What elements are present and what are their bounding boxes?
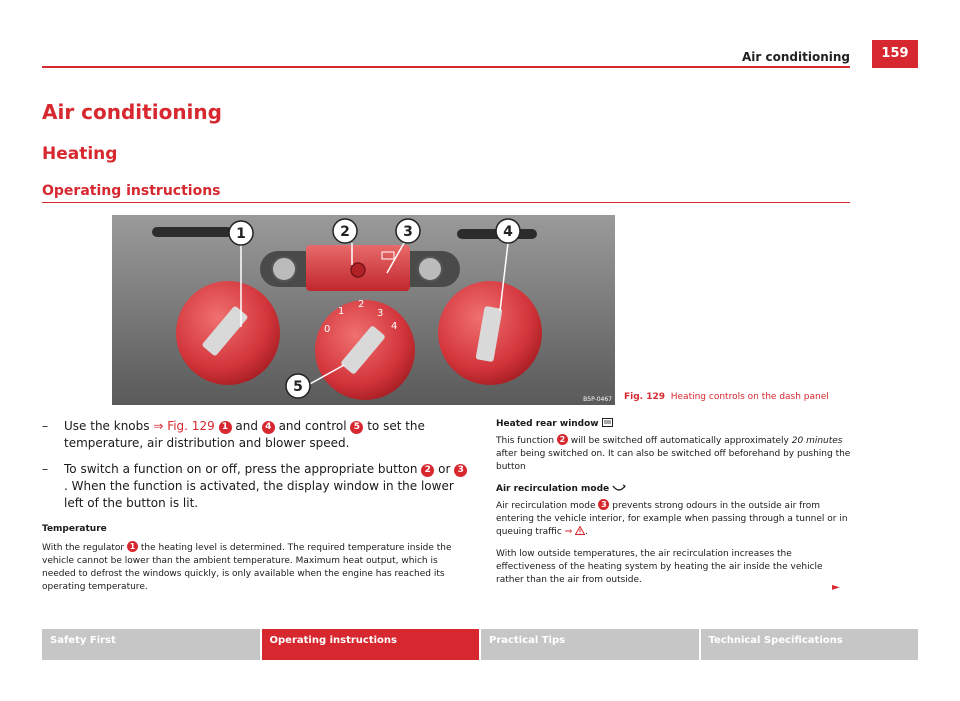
subsection-title: Operating instructions <box>42 183 221 199</box>
instruction-bullet <box>42 418 470 452</box>
paragraph-text: prevents strong odours in the outside air from entering the vehicle interior, for example when passing through a tunnel or in queuing traffic <box>496 501 848 537</box>
temperature-heading: Temperature <box>42 524 107 534</box>
heading-text: Air recirculation mode <box>496 484 610 494</box>
page-number: 159 <box>872 40 918 68</box>
figure-code: B5P-0467 <box>583 396 612 403</box>
bullet-text: or <box>434 462 455 476</box>
continue-arrow-icon: ► <box>832 582 840 593</box>
callout-ref-5: 5 <box>350 421 363 434</box>
chapter-title: Air conditioning <box>42 100 222 124</box>
callout-ref-4: 4 <box>262 421 275 434</box>
paragraph-text: the heating level is determined. The required temperature inside the vehicle cannot be lower than the ambient temperature. Maximum heat output, which is needed to defrost the windows quickly, is only available when the engine has reached its operating temperature. <box>42 543 452 592</box>
dial-mark-2: 2 <box>358 299 365 310</box>
subsection-rule <box>42 202 850 203</box>
low-temperature-paragraph: With low outside temperatures, the air recirculation increases the effectiveness of the heating system by heating the air inside the vehicle rather than the air from outside. <box>496 549 823 585</box>
figure-caption-label: Fig. 129 <box>624 392 666 402</box>
bullet-text: and control <box>274 419 351 433</box>
bullet-text: To switch a function on or off, press the appropriate button <box>64 462 422 476</box>
running-header-section: Air conditioning <box>742 50 850 64</box>
dial-mark-3: 3 <box>377 308 384 319</box>
figure-caption <box>624 392 829 402</box>
callout-4: 4 <box>503 224 513 240</box>
callout-3: 3 <box>403 224 413 240</box>
footer-nav <box>42 629 918 660</box>
duration-text: 20 minutes <box>791 436 843 446</box>
callout-ref-3: 3 <box>598 499 609 510</box>
callout-ref-2: 2 <box>557 434 568 445</box>
callout-ref-3: 3 <box>454 464 467 477</box>
callout-2: 2 <box>340 224 350 240</box>
footer-tab-technical-specifications[interactable]: Technical Specifications <box>701 629 919 660</box>
right-column <box>496 418 852 596</box>
footer-tab-operating-instructions[interactable]: Operating instructions <box>262 629 480 660</box>
paragraph-text: This function <box>496 436 557 446</box>
temperature-paragraph <box>42 541 470 594</box>
rear-window-heading <box>496 418 852 431</box>
bullet-text: and <box>231 419 262 433</box>
heading-text: Heated rear window <box>496 419 599 429</box>
dial-mark-0: 0 <box>324 324 331 335</box>
paragraph-text: With the regulator <box>42 543 127 553</box>
footer-tab-safety-first[interactable]: Safety First <box>42 629 260 660</box>
bullet-dash: – <box>42 462 48 476</box>
paragraph-text: will be switched off automatically approximately <box>567 436 792 446</box>
recirc-paragraph <box>496 499 852 539</box>
footer-tab-practical-tips[interactable]: Practical Tips <box>481 629 699 660</box>
paragraph-text: . <box>585 527 588 537</box>
figure-caption-text: Heating controls on the dash panel <box>670 392 829 402</box>
rear-window-paragraph <box>496 434 852 474</box>
dial-mark-1: 1 <box>338 306 345 317</box>
bullet-text: to set the temperature, air distribution and blower speed. <box>64 419 425 450</box>
callout-1: 1 <box>236 226 246 242</box>
section-title: Heating <box>42 144 118 164</box>
paragraph-text: Air recirculation mode <box>496 501 599 511</box>
warning-triangle-icon <box>575 526 585 535</box>
dash-panel-illustration <box>112 215 615 405</box>
recirc-heading <box>496 483 852 496</box>
dial-mark-4: 4 <box>391 321 398 332</box>
callout-ref-1: 1 <box>127 541 138 552</box>
header-rule <box>42 66 850 68</box>
left-column <box>42 418 470 602</box>
instruction-bullet <box>42 461 470 512</box>
paragraph-text: after being switched on. It can also be switched off beforehand by pushing the button <box>496 449 851 472</box>
heating-controls-figure <box>112 215 615 405</box>
bullet-dash: – <box>42 419 48 433</box>
bullet-text: . When the function is activated, the display window in the lower left of the button is lit. <box>64 479 454 510</box>
callout-ref-2: 2 <box>421 464 434 477</box>
rear-window-heater-icon <box>602 418 613 427</box>
bullet-text: Use the knobs <box>64 419 154 433</box>
recirculation-icon <box>612 484 626 492</box>
callout-ref-1: 1 <box>219 421 232 434</box>
callout-5: 5 <box>293 379 303 395</box>
warning-reference-link[interactable]: ⇒ <box>564 527 573 537</box>
figure-reference-link[interactable]: ⇒ Fig. 129 <box>153 419 215 433</box>
